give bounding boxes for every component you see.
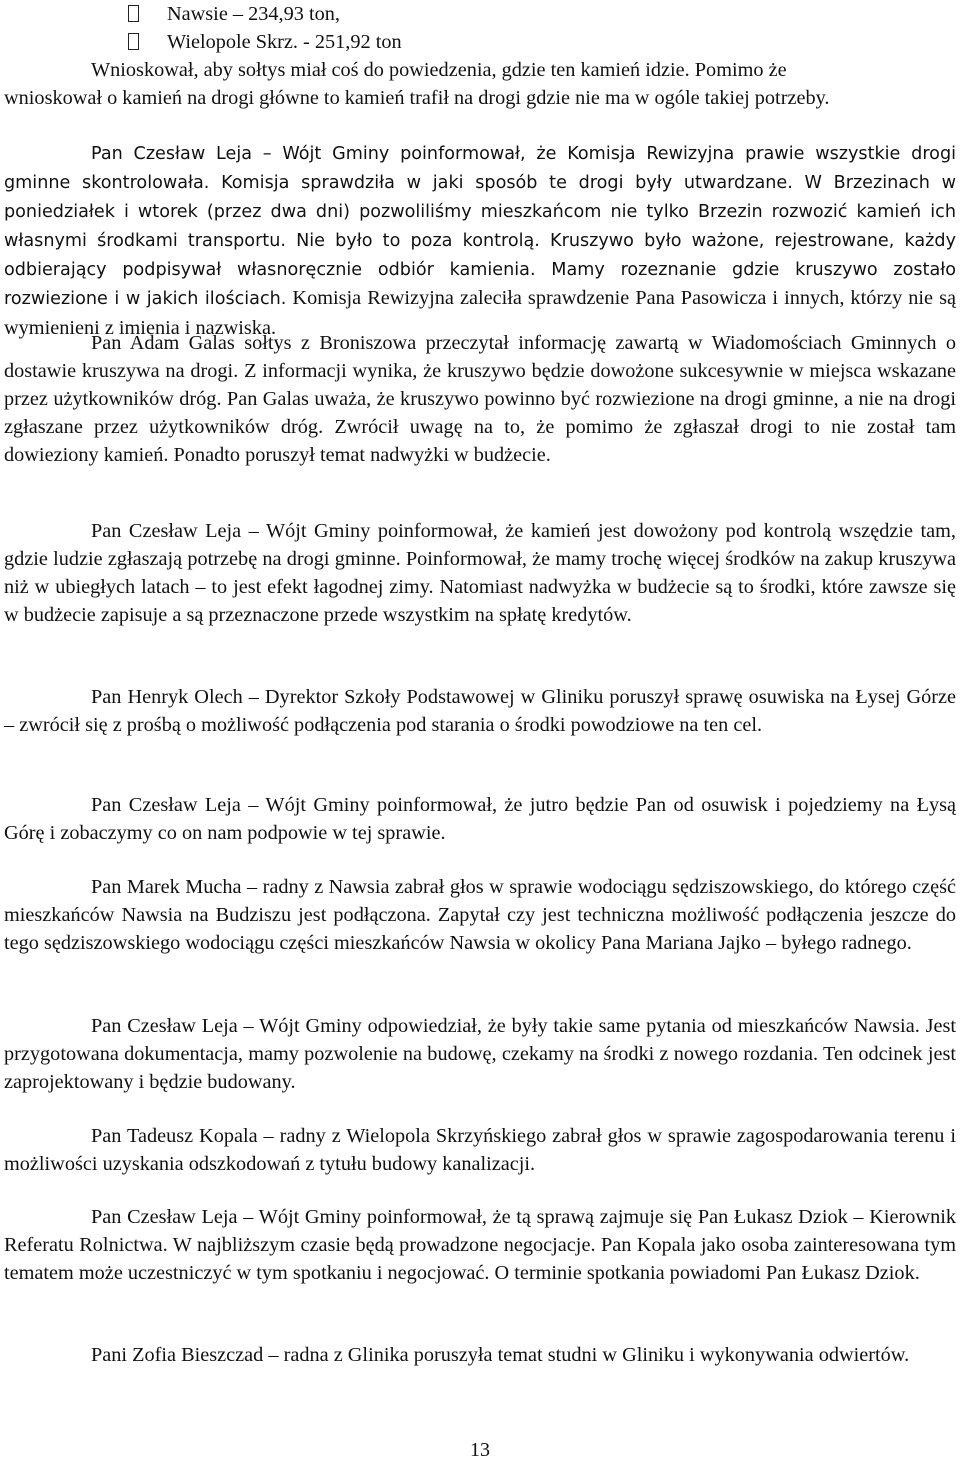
paragraph-bieszczad: Pani Zofia Bieszczad – radna z Glinika poruszyła temat studni w Gliniku i wykonywania odwiertów.: [91, 1344, 910, 1366]
paragraph-text: Komisja Rewizyjna zaleciła sprawdzenie Pana Pasowicza i innych, którzy nie są wymienieni z imienia i nazwiska.: [4, 287, 956, 339]
paragraph-text: Z informacji wynika, że kruszywo będzie dowożone sukcesywnie w miejsca wskazane przez użytkowników dróg. Pan Galas uważa, że kruszywo powinno być rozwiezione na drogi gminne, a nie na drogi zgłaszane przez użytkowników dróg. Zwrócił uwagę na to, że pomimo że zgłaszał drogi to nie został tam dowieziony kamień. Ponadto poruszył temat nadwyżki w budżecie.: [4, 360, 956, 467]
paragraph-line: wnioskował o kamień na drogi główne to kamień trafił na drogi gdzie nie ma w ogóle takiej potrzeby.: [4, 87, 830, 110]
bullet-item: [128, 28, 402, 56]
paragraph-olech: Pan Henryk Olech – Dyrektor Szkoły Podstawowej w Gliniku poruszył sprawę osuwiska na Łysej Górze – zwrócił się z prośbą o możliwość podłączenia pod starania o środki powodziowe na ten cel.: [4, 686, 956, 737]
paragraph-leja-nawsie: Pan Czesław Leja – Wójt Gminy odpowiedział, że były takie same pytania od mieszkańców Nawsia. Jest przygotowana dokumentacja, mamy pozwolenie na budowę, czekamy na środki z nowego rozdania. Ten odcinek jest zaprojektowany i będzie budowany.: [4, 1015, 956, 1094]
square-bullet-icon: [128, 33, 139, 50]
paragraph-leja-kamien: Pan Czesław Leja – Wójt Gminy poinformował, że kamień jest dowożony pod kontrolą wszędzie tam, gdzie ludzie zgłaszają potrzebę na drogi gminne. Poinformował, że mamy trochę więcej środków na zakup kruszywa niż w ubiegłych latach – to jest efekt łagodnej zimy. Natomiast nadwyżka w budżecie są to środki, które zawsze się w budżecie zapisuje a są przeznaczone przede wszystkim na spłatę kredytów.: [4, 520, 956, 627]
bullet-text: Wielopole Skrz. - 251,92 ton: [167, 31, 402, 54]
page-number: 13: [470, 1439, 490, 1461]
bullet-text: Nawsie – 234,93 ton,: [167, 3, 340, 25]
square-bullet-icon: [128, 5, 139, 22]
paragraph-komisja: [4, 139, 956, 342]
bullet-list: [128, 0, 402, 56]
paragraph-text: Pan Adam Galas sołtys z Broniszowa przeczytał informację zawartą w Wiadomościach Gminnych o dostawie kruszywa na drogi.: [4, 332, 956, 383]
bullet-item: [128, 0, 402, 28]
paragraph-leja-dziok: Pan Czesław Leja – Wójt Gminy poinformował, że tą sprawą zajmuje się Pan Łukasz Dziok – Kierownik Referatu Rolnictwa. W najbliższym czasie będą prowadzone negocjacje. Pan Kopala jako osoba zainteresowana tym tematem może uczestniczyć w tym spotkaniu i negocjować. O terminie spotkania powiadomi Pan Łukasz Dziok.: [4, 1206, 956, 1285]
paragraph-mucha: Pan Marek Mucha – radny z Nawsia zabrał głos w sprawie wodociągu sędziszowskiego, do którego część mieszkańców Nawsia na Budziszu jest podłączona. Zapytał czy jest techniczna możliwość podłączenia jeszcze do tego sędziszowskiego wodociągu części mieszkańców Nawsia w okolicy Pana Mariana Jajko – byłego radnego.: [4, 876, 956, 955]
paragraph-line: Wnioskował, aby sołtys miał coś do powiedzenia, gdzie ten kamień idzie. Pomimo że: [91, 59, 787, 81]
paragraph-galas: [4, 329, 956, 469]
paragraph-continuation: [4, 56, 956, 112]
paragraph-leja-osuwisko: Pan Czesław Leja – Wójt Gminy poinformował, że jutro będzie Pan od osuwisk i pojedziemy na Łysą Górę i zobaczymy co on nam podpowie w tej sprawie.: [4, 794, 956, 845]
paragraph-text: Pan Czesław Leja – Wójt Gminy poinformował, że Komisja Rewizyjna prawie wszystkie drogi gminne skontrolowała. Komisja sprawdziła w jaki sposób te drogi były utwardzane. W Brzezinach w poniedziałek i wtorek (przez dwa dni) pozwoliliśmy mieszkańcom nie tylko Brzezin rozwozić kamień ich własnymi środkami transportu. Nie było to poza kontrolą. Kruszywo było ważone, rejestrowane, każdy odbierający podpisywał własnoręcznie odbiór kamienia. Mamy rozeznanie gdzie kruszywo zostało rozwiezione i w jakich ilościach.: [4, 144, 956, 310]
paragraph-kopala: Pan Tadeusz Kopala – radny z Wielopola Skrzyńskiego zabrał głos w sprawie zagospodarowania terenu i możliwości uzyskania odszkodowań z tytułu budowy kanalizacji.: [4, 1125, 956, 1176]
